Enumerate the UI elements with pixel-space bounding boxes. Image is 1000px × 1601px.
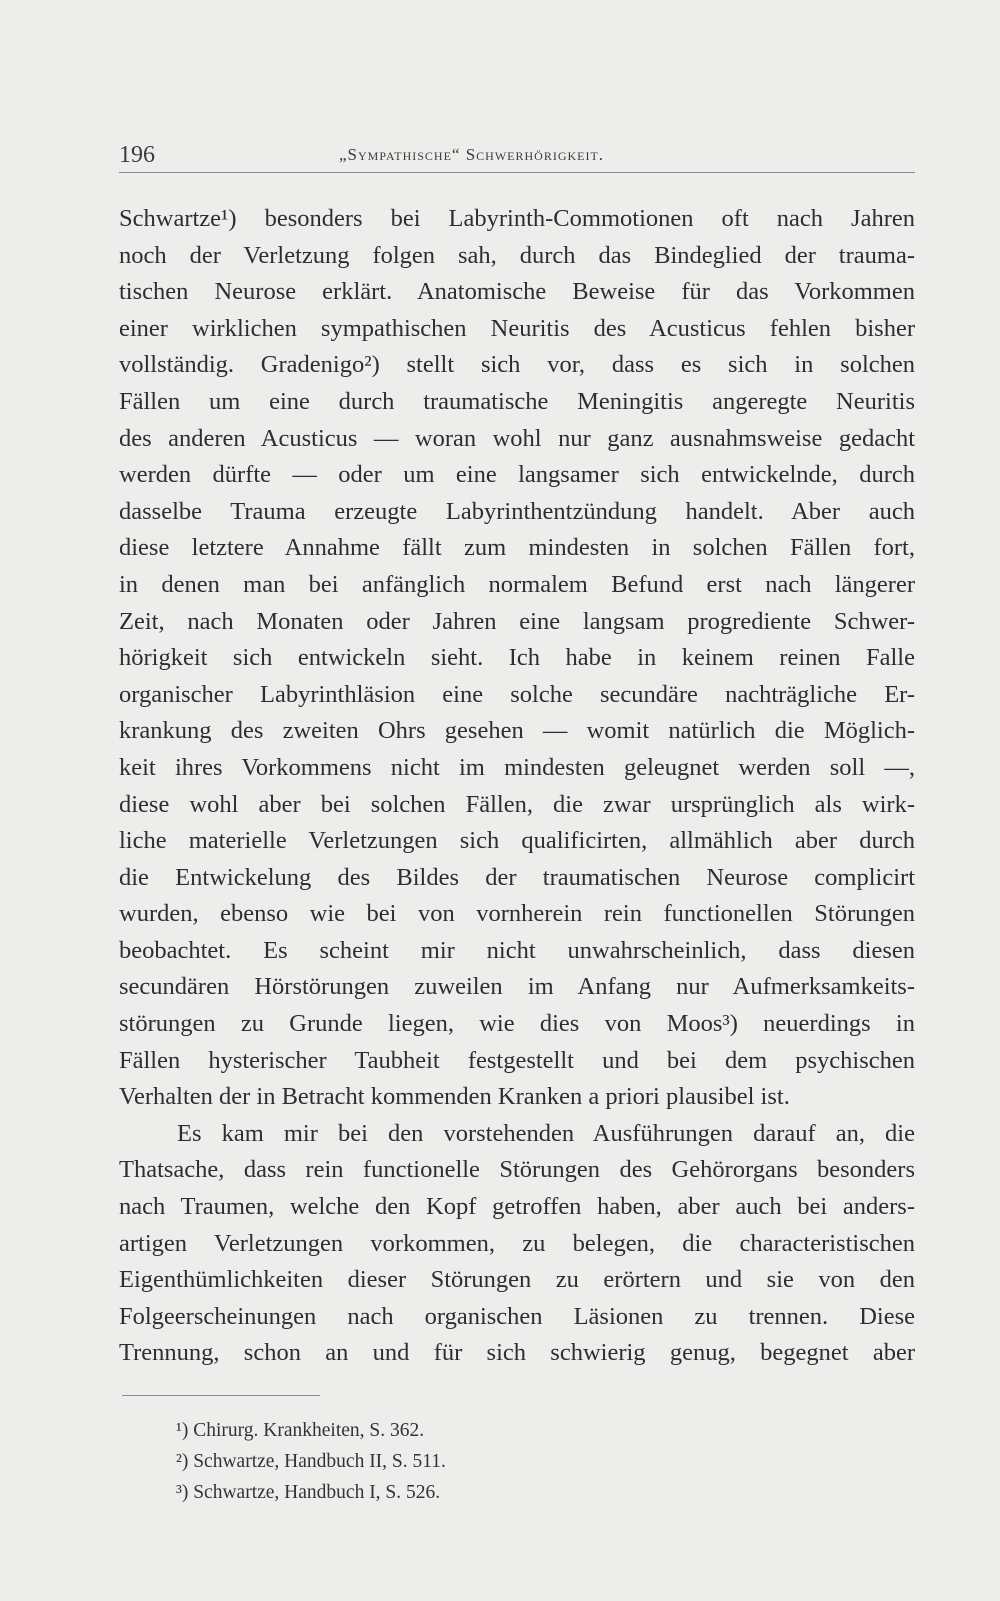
text-line: vollständig. Gradenigo²) stellt sich vor, dass es sich in solchen — [119, 351, 915, 379]
text-line: keit ihres Vorkommens nicht im mindesten geleugnet werden soll —, — [119, 753, 915, 781]
text-line: einer wirklichen sympathischen Neuritis des Acusticus fehlen bisher — [119, 314, 915, 342]
text-line: wurden, ebenso wie bei von vornherein rein functionellen Störungen — [119, 900, 915, 928]
text-line: diese letztere Annahme fällt zum mindesten in solchen Fällen fort, — [119, 534, 915, 562]
text-line: Eigenthümlichkeiten dieser Störungen zu erörtern und sie von den — [119, 1266, 915, 1294]
footnote-rule — [122, 1395, 320, 1396]
text-line: Folgeerscheinungen nach organischen Läsionen zu trennen. Diese — [119, 1302, 915, 1330]
footnote: ²) Schwartze, Handbuch II, S. 511. — [176, 1451, 446, 1472]
text-line: in denen man bei anfänglich normalem Befund erst nach längerer — [119, 570, 915, 598]
paragraph-end-line: Verhalten der in Betracht kommenden Kranken a priori plausibel ist. — [119, 1083, 790, 1111]
text-line: nach Traumen, welche den Kopf getroffen haben, aber auch bei anders- — [119, 1193, 915, 1221]
text-line: Fällen um eine durch traumatische Meningitis angeregte Neuritis — [119, 387, 915, 415]
text-line: organischer Labyrinthläsion eine solche secundäre nachträgliche Er- — [119, 680, 915, 708]
text-line: hörigkeit sich entwickeln sieht. Ich habe in keinem reinen Falle — [119, 644, 915, 672]
text-line: Thatsache, dass rein functionelle Störungen des Gehörorgans besonders — [119, 1156, 915, 1184]
running-head: „Sympathische“ Schwerhörigkeit. — [339, 145, 605, 164]
text-line: tischen Neurose erklärt. Anatomische Beweise für das Vorkommen — [119, 278, 915, 306]
text-line: Schwartze¹) besonders bei Labyrinth-Commotionen oft nach Jahren — [119, 205, 915, 232]
body-text — [119, 201, 915, 1372]
header-rule — [119, 172, 915, 173]
text-line: werden dürfte — oder um eine langsamer sich entwickelnde, durch — [119, 461, 915, 489]
text-line: des anderen Acusticus — woran wohl nur ganz ausnahmsweise gedacht — [119, 424, 915, 452]
page-number: 196 — [119, 142, 155, 168]
text-line: dasselbe Trauma erzeugte Labyrinthentzündung handelt. Aber auch — [119, 497, 915, 525]
text-line: störungen zu Grunde liegen, wie dies von Moos³) neuerdings in — [119, 1010, 915, 1038]
text-line: Zeit, nach Monaten oder Jahren eine langsam progrediente Schwer- — [119, 607, 915, 635]
text-line: die Entwickelung des Bildes der traumatischen Neurose complicirt — [119, 863, 915, 891]
text-line: beobachtet. Es scheint mir nicht unwahrscheinlich, dass diesen — [119, 936, 915, 964]
text-line: Trennung, schon an und für sich schwierig genug, begegnet aber — [119, 1339, 915, 1367]
text-line: noch der Verletzung folgen sah, durch das Bindeglied der trauma- — [119, 241, 915, 269]
page-header — [119, 138, 915, 170]
text-line: liche materielle Verletzungen sich qualificirten, allmählich aber durch — [119, 827, 915, 855]
text-line: krankung des zweiten Ohrs gesehen — womit natürlich die Möglich- — [119, 717, 915, 745]
footnote: ¹) Chirurg. Krankheiten, S. 362. — [176, 1420, 425, 1441]
text-line: secundären Hörstörungen zuweilen im Anfang nur Aufmerksamkeits- — [119, 973, 915, 1001]
footnotes — [176, 1415, 776, 1508]
footnote: ³) Schwartze, Handbuch I, S. 526. — [176, 1482, 441, 1503]
text-line: diese wohl aber bei solchen Fällen, die zwar ursprünglich als wirk- — [119, 790, 915, 818]
text-line: artigen Verletzungen vorkommen, zu belegen, die characteristischen — [119, 1229, 915, 1257]
paragraph-start-line: Es kam mir bei den vorstehenden Ausführungen darauf an, die — [177, 1119, 915, 1147]
text-line: Fällen hysterischer Taubheit festgestellt und bei dem psychischen — [119, 1046, 915, 1074]
